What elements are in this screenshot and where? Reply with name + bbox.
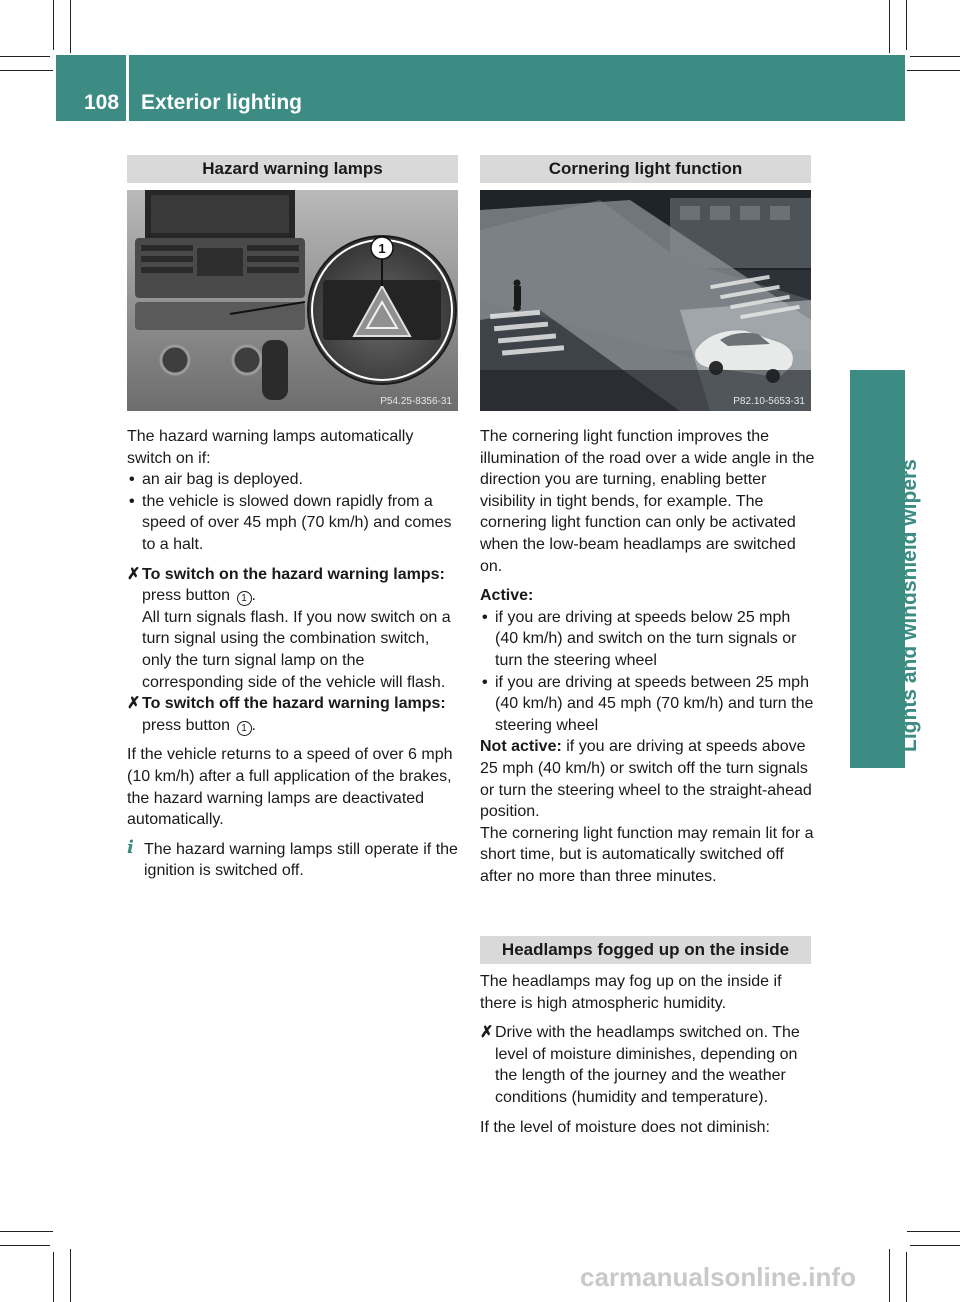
paragraph: The headlamps may fog up on the inside if there is high atmospheric humidity. [480,973,782,1012]
cornering-light-photo [480,190,811,411]
crop-mark [889,1249,890,1302]
right-column-text [480,426,815,887]
crop-mark [0,56,50,57]
crop-mark [0,1231,53,1232]
image-reference: P54.25-8356-31 [380,396,452,407]
step-text: press button [142,716,231,734]
active-label: Active: [480,587,534,605]
step-text: press button [142,587,231,605]
step-arrow-icon: ✗ [127,695,141,713]
image-reference: P82.10-5653-31 [733,396,805,407]
hazard-button-photo [127,190,458,411]
crop-mark [53,1252,54,1302]
list-item: • if you are driving at speeds below 25 mph (40 km/h) and switch on the turn signals or turn the steering wheel [480,607,815,672]
instruction-step: ✗ To switch off the hazard warning lamps: press button 1 . [127,695,446,734]
info-text: The hazard warning lamps still operate if the ignition is switched off. [144,840,458,880]
crop-mark [0,1245,50,1246]
paragraph: If the level of moisture does not diminish: [480,1118,770,1136]
info-icon: i [127,836,134,858]
instruction-step [480,1022,815,1108]
section-heading-headlamps: Headlamps fogged up on the inside [480,936,811,964]
section-heading-cornering: Cornering light function [480,155,811,183]
paragraph: The cornering light function may remain lit for a short time, but is automatically switched off after no more than three minutes. [480,824,814,885]
crop-mark [70,0,71,53]
header-divider [126,55,129,121]
paragraph: The cornering light function improves the illumination of the road over a wide angle in the direction you are turning, enabling better visibility in tight bends, for example. The cornering light function can only be activated when the low-beam headlamps are switched on. [480,428,815,575]
crop-mark [907,1231,960,1232]
watermark: carmanualsonline.info [580,1262,856,1292]
page-title: Exterior lighting [141,91,303,114]
callout-number: 1 [378,241,386,256]
dashboard-illustration [127,190,458,411]
not-active-label: Not active: [480,738,562,756]
page-number: 108 [84,91,120,114]
list-item: • if you are driving at speeds between 25 mph (40 km/h) and 45 mph (70 km/h) and turn the steering wheel [480,672,815,737]
section-heading-hazard: Hazard warning lamps [127,155,458,183]
crop-mark [910,1245,960,1246]
callout-ref-icon: 1 [237,721,252,736]
side-tab [850,370,905,768]
callout-ref-icon: 1 [237,591,252,606]
step-arrow-icon: ✗ [480,1024,494,1042]
night-street-illustration [480,190,811,411]
crop-mark [70,1249,71,1302]
paragraph [480,736,815,822]
not-active-text: if you are driving at speeds above 25 mph (40 km/h) or switch off the turn signals or turn the steering wheel to the straight-ahead position. [480,738,812,821]
crop-mark [53,0,54,50]
step-text: Drive with the headlamps switched on. The level of moisture diminishes, depending on the length of the journey and the weather conditions (humidity and temperature). [495,1024,800,1106]
step-title: To switch off the hazard warning lamps: [142,695,446,713]
crop-mark [0,70,53,71]
step-detail: All turn signals flash. If you now switch on a turn signal using the combination switch, only the turn signal lamp on the corresponding side of the vehicle will flash. [142,608,451,691]
crop-mark [907,70,960,71]
info-note [127,836,462,882]
list-item: • the vehicle is slowed down rapidly from a speed of over 45 mph (70 km/h) and comes to a halt. [127,491,462,556]
right-column-text-2 [480,971,815,1138]
crop-mark [906,1252,907,1302]
instruction-step: ✗ To switch on the hazard warning lamps: press button 1 . All turn signals flash. If you now switch on a turn signal using the combination switch, only the turn signal lamp on the corresponding side of the vehicle will flash. [127,565,451,691]
crop-mark [906,0,907,50]
step-arrow-icon: ✗ [127,565,141,583]
left-column-text [127,426,462,882]
crop-mark [910,56,960,57]
paragraph: If the vehicle returns to a speed of over 6 mph (10 km/h) after a full application of the brakes, the hazard warning lamps are deactivated automatically. [127,746,453,829]
paragraph: The hazard warning lamps automatically switch on if: [127,428,414,467]
list-item: • an air bag is deployed. [127,469,462,491]
crop-mark [889,0,890,53]
step-title: To switch on the hazard warning lamps: [142,565,445,583]
side-tab-label: Lights and windshield wipers [898,459,921,752]
